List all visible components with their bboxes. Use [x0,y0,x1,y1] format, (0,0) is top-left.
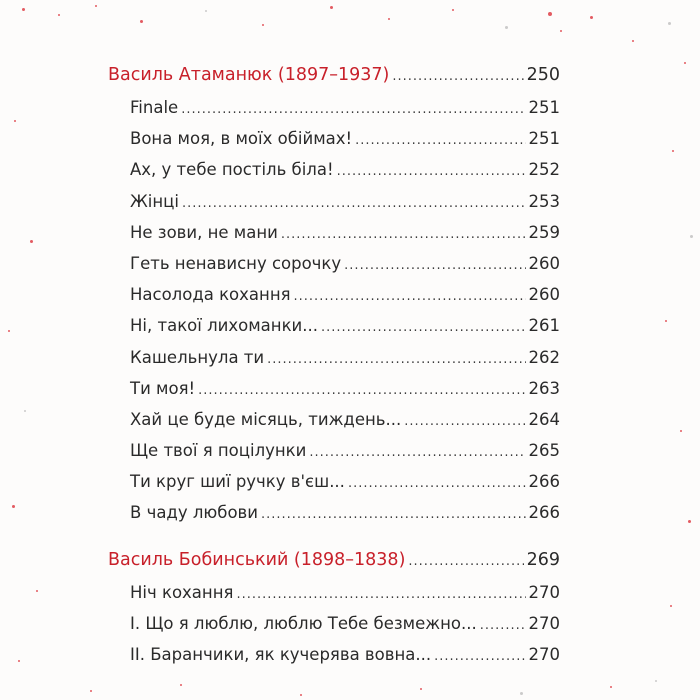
dot-leader [344,250,525,281]
poem-title: Вона моя, в моїх обіймах! [130,129,353,149]
ink-speck [610,686,612,688]
poem-entry[interactable] [108,466,560,497]
dot-leader [261,499,526,530]
poem-entry[interactable] [108,248,560,279]
ink-speck [668,22,671,25]
ink-speck [300,694,302,696]
dot-leader [182,188,526,219]
ink-speck [420,688,422,690]
dot-leader [480,610,526,641]
ink-speck [205,10,207,12]
author-name: Василь Бобинський (1898–1838) [108,549,406,570]
poem-title: Жінці [130,191,179,211]
ink-speck [520,692,523,695]
poem-title: Ти моя! [130,378,196,398]
poem-title: Насолода кохання [130,285,291,305]
page-number: 262 [528,347,560,367]
ink-speck [58,14,60,16]
page-number: 250 [526,65,560,85]
page-number: 270 [528,582,560,602]
ink-speck [90,690,92,692]
dot-leader [337,156,526,187]
page-number: 264 [528,409,560,429]
poem-title: Ти круг шиї ручку в'єш... [130,472,345,492]
table-of-contents [108,58,560,684]
ink-speck [655,680,657,682]
ink-speck [95,5,97,7]
dot-leader [404,406,525,437]
poem-title: Ах, у тебе постіль біла! [130,160,334,180]
poem-entry[interactable] [108,186,560,217]
ink-speck [548,12,552,16]
author-name: Василь Атаманюк (1897–1937) [108,65,390,85]
poem-entry[interactable] [108,92,560,123]
ink-speck [30,240,33,243]
poem-title: Finale [130,98,179,117]
dot-leader [348,468,526,499]
dot-leader [181,94,525,125]
ink-speck [684,62,686,64]
ink-speck [22,8,25,11]
poem-entry[interactable] [108,435,560,466]
poem-entry[interactable] [108,310,560,341]
dot-leader [408,545,523,579]
page-number: 269 [526,549,560,570]
poem-title: Не зови, не мани [130,222,278,242]
ink-speck [330,6,333,9]
poem-entry[interactable] [108,577,560,608]
ink-speck [14,120,16,122]
poem-entry[interactable] [108,154,560,185]
ink-speck [505,26,508,29]
ink-speck [180,684,182,686]
poem-title: Хай це буде місяць, тиждень... [130,409,402,429]
poem-entry[interactable] [108,217,560,248]
poem-title: Ніч кохання [130,582,234,602]
dot-leader [434,641,525,672]
poem-entry[interactable] [108,404,560,435]
ink-speck [665,320,667,322]
ink-speck [690,235,693,238]
ink-speck [140,20,143,23]
poem-title: Ще твої я поцілунки [130,441,307,461]
ink-speck [590,16,593,19]
page-number: 263 [528,378,560,398]
page-number: 270 [528,645,560,664]
poem-title: ІІ. Баранчики, як кучерява вовна... [130,645,432,664]
poem-entry[interactable] [108,123,560,154]
poem-title: Ні, такої лихоманки... [130,316,318,336]
page-number: 261 [528,316,560,336]
page-number: 251 [528,98,560,117]
poem-entry[interactable] [108,497,560,528]
page-number: 270 [528,613,560,633]
author-entry[interactable] [108,543,560,577]
dot-leader [281,219,526,250]
poem-title: Геть ненависну сорочку [130,253,342,273]
poem-entry[interactable] [108,342,560,373]
dot-leader [294,281,526,312]
ink-speck [452,9,454,11]
ink-speck [24,410,26,412]
toc-section-atamaniuk [108,58,560,529]
poem-title: В чаду любови [130,503,258,523]
ink-speck [632,40,634,42]
ink-speck [388,18,390,20]
ink-speck [672,150,674,152]
ink-speck [18,660,20,662]
ink-speck [560,30,562,32]
ink-speck [670,605,672,607]
ink-speck [8,330,10,332]
poem-entry[interactable] [108,279,560,310]
dot-leader [355,125,525,156]
page-number: 252 [528,160,560,180]
poem-title: Кашельнула ти [130,347,265,367]
ink-speck [12,505,15,508]
author-entry[interactable] [108,58,560,92]
page-number: 253 [528,191,560,211]
poem-entry[interactable] [108,608,560,639]
page-number: 265 [528,441,560,461]
toc-section-bobynskyi [108,543,560,671]
page-number: 260 [528,253,560,273]
page-number: 251 [528,129,560,149]
page-number: 259 [528,222,560,242]
dot-leader [267,344,525,375]
ink-speck [688,520,691,523]
dot-leader [392,60,523,94]
page-number: 266 [528,472,560,492]
ink-speck [262,24,264,26]
dot-leader [321,312,526,343]
ink-speck [680,430,682,432]
dot-leader [198,375,525,406]
dot-leader [236,579,525,610]
ink-speck [36,590,38,592]
poem-entry[interactable] [108,373,560,404]
poem-title: І. Що я люблю, люблю Тебе безмежно... [130,613,477,633]
page-number: 260 [528,285,560,305]
poem-entry[interactable] [108,639,560,670]
dot-leader [309,437,525,468]
page-number: 266 [528,503,560,523]
